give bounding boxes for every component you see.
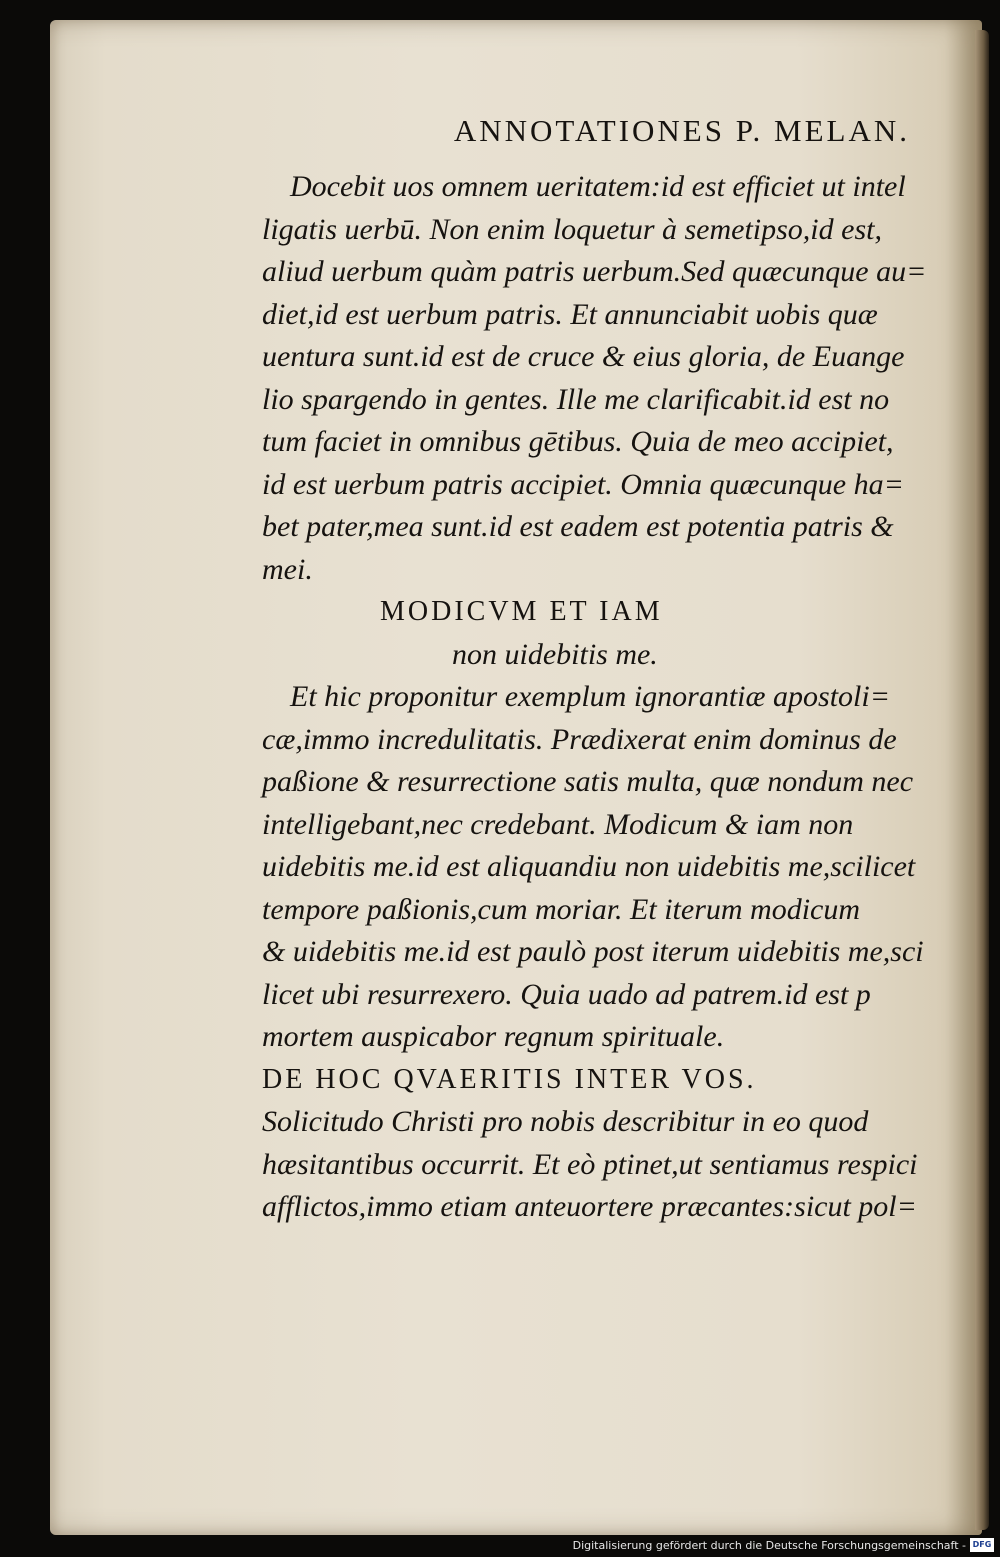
text-line: mortem auspicabor regnum spirituale. bbox=[262, 1020, 725, 1053]
page-edge bbox=[975, 30, 989, 1530]
text-line: diet,id est uerbum patris. Et annunciabit uobis quæ bbox=[262, 297, 878, 331]
dfg-logo: DFG bbox=[970, 1538, 994, 1552]
text-line: tum faciet in omnibus gētibus. Quia de meo accipiet, bbox=[262, 425, 894, 458]
text-line: uidebitis me.id est aliquandiu non uidebitis me,scilicet bbox=[262, 850, 916, 883]
section-heading: MODICVM ET IAM bbox=[380, 596, 663, 627]
section-subheading: non uidebitis me. bbox=[452, 637, 658, 671]
section-heading: DE HOC QVAERITIS INTER VOS. bbox=[262, 1063, 757, 1095]
text-line: intelligebant,nec credebant. Modicum & iam non bbox=[262, 807, 854, 841]
text-line: mei. bbox=[262, 552, 313, 586]
text-line: & uidebitis me.id est paulò post iterum uidebitis me,sci bbox=[262, 935, 924, 968]
text-line: afflictos,immo etiam anteuortere præcantes:sicut pol= bbox=[262, 1190, 917, 1223]
text-line: bet pater,mea sunt.id est eadem est potentia patris & bbox=[262, 510, 894, 543]
text-line: Docebit uos omnem ueritatem:id est efficiet ut intel bbox=[290, 170, 906, 203]
text-line: ligatis uerbū. Non enim loquetur à semetipso,id est, bbox=[262, 212, 882, 246]
text-line: paßione & resurrectione satis multa, quæ nondum nec bbox=[262, 765, 914, 798]
text-line: Solicitudo Christi pro nobis describitur in eo quod bbox=[262, 1105, 869, 1138]
footer-bar bbox=[0, 1535, 1000, 1557]
page-text bbox=[262, 108, 952, 1229]
text-line: licet ubi resurrexero. Quia uado ad patrem.id est p bbox=[262, 977, 871, 1011]
text-line: Et hic proponitur exemplum ignorantiæ apostoli= bbox=[290, 680, 890, 713]
text-line: hæsitantibus occurrit. Et eò ptinet,ut sentiamus respici bbox=[262, 1147, 918, 1181]
text-line: tempore paßionis,cum moriar. Et iterum modicum bbox=[262, 892, 861, 926]
text-line: aliud uerbum quàm patris uerbum.Sed quæcunque au= bbox=[262, 255, 927, 288]
footer-credit: Digitalisierung gefördert durch die Deutsche Forschungsgemeinschaft - bbox=[572, 1539, 966, 1552]
text-line: id est uerbum patris accipiet. Omnia quæcunque ha= bbox=[262, 467, 904, 501]
text-line: cæ,immo incredulitatis. Prædixerat enim dominus de bbox=[262, 722, 897, 756]
running-head: ANNOTATIONES P. MELAN. bbox=[453, 113, 910, 148]
text-line: uentura sunt.id est de cruce & eius gloria, de Euange bbox=[262, 340, 905, 373]
text-line: lio spargendo in gentes. Ille me clarificabit.id est no bbox=[262, 382, 890, 416]
